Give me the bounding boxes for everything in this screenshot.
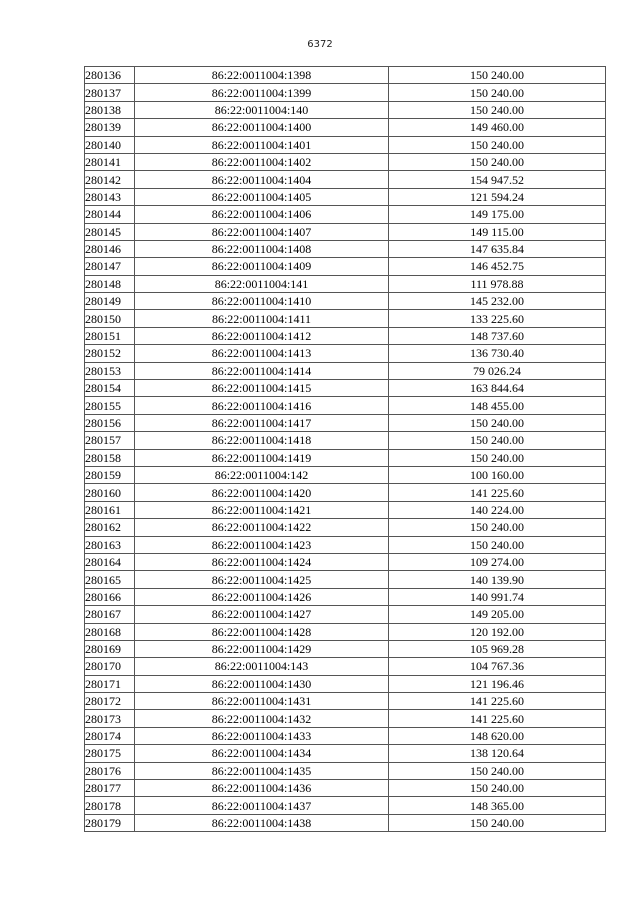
cadastral-number-cell: 86:22:0011004:1425 [135,571,389,588]
table-row [85,206,606,223]
row-number-cell: 280143 [85,188,135,205]
cadastral-value-cell: 111 978.88 [389,275,606,292]
table-body [85,67,606,832]
row-number-cell: 280147 [85,258,135,275]
row-number-cell: 280140 [85,136,135,153]
cadastral-value-cell: 150 240.00 [389,84,606,101]
table-row [85,310,606,327]
cadastral-value-cell: 150 240.00 [389,536,606,553]
cadastral-number-cell: 86:22:0011004:142 [135,466,389,483]
cadastral-number-cell: 86:22:0011004:1434 [135,745,389,762]
table-row [85,345,606,362]
table-row [85,658,606,675]
cadastral-number-cell: 86:22:0011004:1438 [135,814,389,831]
table-row [85,362,606,379]
cadastral-value-cell: 140 139.90 [389,571,606,588]
table-row [85,762,606,779]
cadastral-value-cell: 138 120.64 [389,745,606,762]
cadastral-number-cell: 86:22:0011004:1401 [135,136,389,153]
row-number-cell: 280136 [85,67,135,84]
table-row [85,814,606,831]
cadastral-value-cell: 150 240.00 [389,136,606,153]
table-row [85,710,606,727]
row-number-cell: 280155 [85,397,135,414]
cadastral-number-cell: 86:22:0011004:1419 [135,449,389,466]
row-number-cell: 280169 [85,640,135,657]
table-row [85,153,606,170]
cadastral-number-cell: 86:22:0011004:1436 [135,780,389,797]
cadastral-number-cell: 86:22:0011004:1399 [135,84,389,101]
cadastral-number-cell: 86:22:0011004:1398 [135,67,389,84]
cadastral-number-cell: 86:22:0011004:1407 [135,223,389,240]
table-row [85,449,606,466]
row-number-cell: 280160 [85,484,135,501]
table-row [85,240,606,257]
cadastral-value-cell: 149 460.00 [389,119,606,136]
cadastral-value-cell: 150 240.00 [389,153,606,170]
row-number-cell: 280138 [85,101,135,118]
row-number-cell: 280137 [85,84,135,101]
table-row [85,536,606,553]
cadastral-number-cell: 86:22:0011004:1405 [135,188,389,205]
cadastral-value-cell: 148 455.00 [389,397,606,414]
row-number-cell: 280179 [85,814,135,831]
row-number-cell: 280154 [85,380,135,397]
cadastral-number-cell: 86:22:0011004:1412 [135,327,389,344]
cadastral-number-cell: 86:22:0011004:1420 [135,484,389,501]
cadastral-number-cell: 86:22:0011004:1404 [135,171,389,188]
table-row [85,119,606,136]
cadastral-value-cell: 100 160.00 [389,466,606,483]
table-row [85,258,606,275]
cadastral-value-cell: 121 594.24 [389,188,606,205]
cadastral-number-cell: 86:22:0011004:143 [135,658,389,675]
cadastral-number-cell: 86:22:0011004:1409 [135,258,389,275]
cadastral-number-cell: 86:22:0011004:1427 [135,606,389,623]
row-number-cell: 280171 [85,675,135,692]
row-number-cell: 280177 [85,780,135,797]
row-number-cell: 280170 [85,658,135,675]
table-row [85,571,606,588]
cadastral-number-cell: 86:22:0011004:1416 [135,397,389,414]
cadastral-value-cell: 147 635.84 [389,240,606,257]
table-row [85,745,606,762]
cadastral-value-cell: 133 225.60 [389,310,606,327]
row-number-cell: 280159 [85,466,135,483]
row-number-cell: 280152 [85,345,135,362]
cadastral-number-cell: 86:22:0011004:1422 [135,519,389,536]
row-number-cell: 280162 [85,519,135,536]
cadastral-value-cell: 149 175.00 [389,206,606,223]
row-number-cell: 280157 [85,432,135,449]
row-number-cell: 280174 [85,727,135,744]
row-number-cell: 280178 [85,797,135,814]
cadastral-value-cell: 120 192.00 [389,623,606,640]
table-row [85,519,606,536]
row-number-cell: 280165 [85,571,135,588]
page-number: 6372 [307,39,333,50]
cadastral-value-cell: 141 225.60 [389,693,606,710]
cadastral-number-cell: 86:22:0011004:141 [135,275,389,292]
row-number-cell: 280172 [85,693,135,710]
cadastral-value-cell: 150 240.00 [389,414,606,431]
cadastral-number-cell: 86:22:0011004:1428 [135,623,389,640]
row-number-cell: 280146 [85,240,135,257]
cadastral-number-cell: 86:22:0011004:1430 [135,675,389,692]
cadastral-value-cell: 150 240.00 [389,67,606,84]
table-row [85,588,606,605]
row-number-cell: 280175 [85,745,135,762]
table-row [85,223,606,240]
cadastral-number-cell: 86:22:0011004:1426 [135,588,389,605]
cadastral-value-cell: 150 240.00 [389,519,606,536]
cadastral-number-cell: 86:22:0011004:1432 [135,710,389,727]
table-row [85,553,606,570]
row-number-cell: 280163 [85,536,135,553]
cadastral-value-cell: 105 969.28 [389,640,606,657]
cadastral-number-cell: 86:22:0011004:1424 [135,553,389,570]
table-row [85,84,606,101]
row-number-cell: 280148 [85,275,135,292]
cadastral-value-cell: 163 844.64 [389,380,606,397]
cadastral-number-cell: 86:22:0011004:1402 [135,153,389,170]
cadastral-value-cell: 140 991.74 [389,588,606,605]
cadastral-value-cell: 148 365.00 [389,797,606,814]
table-row [85,675,606,692]
row-number-cell: 280145 [85,223,135,240]
table-row [85,640,606,657]
row-number-cell: 280158 [85,449,135,466]
row-number-cell: 280166 [85,588,135,605]
cadastral-number-cell: 86:22:0011004:1411 [135,310,389,327]
cadastral-value-cell: 150 240.00 [389,780,606,797]
table-row [85,136,606,153]
table-row [85,67,606,84]
row-number-cell: 280149 [85,293,135,310]
row-number-cell: 280141 [85,153,135,170]
row-number-cell: 280139 [85,119,135,136]
table-row [85,293,606,310]
row-number-cell: 280142 [85,171,135,188]
table-row [85,397,606,414]
row-number-cell: 280168 [85,623,135,640]
cadastral-value-cell: 79 026.24 [389,362,606,379]
table-row [85,623,606,640]
cadastral-value-cell: 148 620.00 [389,727,606,744]
cadastral-number-cell: 86:22:0011004:1415 [135,380,389,397]
table-row [85,275,606,292]
cadastral-number-cell: 86:22:0011004:1429 [135,640,389,657]
row-number-cell: 280150 [85,310,135,327]
cadastral-value-cell: 104 767.36 [389,658,606,675]
row-number-cell: 280173 [85,710,135,727]
cadastral-number-cell: 86:22:0011004:1431 [135,693,389,710]
table-row [85,380,606,397]
cadastral-number-cell: 86:22:0011004:1433 [135,727,389,744]
table-row [85,797,606,814]
table-row [85,171,606,188]
row-number-cell: 280167 [85,606,135,623]
table-row [85,606,606,623]
cadastral-value-cell: 146 452.75 [389,258,606,275]
cadastral-number-cell: 86:22:0011004:1414 [135,362,389,379]
row-number-cell: 280153 [85,362,135,379]
cadastral-value-cell: 150 240.00 [389,449,606,466]
table-row [85,327,606,344]
cadastral-value-cell: 150 240.00 [389,814,606,831]
cadastral-value-cell: 148 737.60 [389,327,606,344]
table-row [85,693,606,710]
cadastral-value-cell: 136 730.40 [389,345,606,362]
table-row [85,188,606,205]
cadastral-number-cell: 86:22:0011004:1423 [135,536,389,553]
table-row [85,466,606,483]
table-row [85,727,606,744]
table-row [85,484,606,501]
cadastral-number-cell: 86:22:0011004:1417 [135,414,389,431]
cadastral-number-cell: 86:22:0011004:1421 [135,501,389,518]
cadastral-number-cell: 86:22:0011004:1435 [135,762,389,779]
cadastral-number-cell: 86:22:0011004:1408 [135,240,389,257]
table-row [85,432,606,449]
table-row [85,780,606,797]
cadastral-value-table [84,66,606,832]
cadastral-number-cell: 86:22:0011004:1418 [135,432,389,449]
cadastral-number-cell: 86:22:0011004:1437 [135,797,389,814]
cadastral-number-cell: 86:22:0011004:1413 [135,345,389,362]
table-row [85,501,606,518]
cadastral-value-cell: 141 225.60 [389,710,606,727]
cadastral-value-cell: 150 240.00 [389,101,606,118]
row-number-cell: 280176 [85,762,135,779]
cadastral-value-cell: 109 274.00 [389,553,606,570]
cadastral-value-cell: 150 240.00 [389,762,606,779]
row-number-cell: 280151 [85,327,135,344]
row-number-cell: 280156 [85,414,135,431]
cadastral-value-cell: 149 115.00 [389,223,606,240]
cadastral-value-cell: 140 224.00 [389,501,606,518]
row-number-cell: 280161 [85,501,135,518]
cadastral-value-cell: 121 196.46 [389,675,606,692]
cadastral-value-cell: 154 947.52 [389,171,606,188]
cadastral-number-cell: 86:22:0011004:1400 [135,119,389,136]
table-row [85,101,606,118]
cadastral-value-cell: 141 225.60 [389,484,606,501]
row-number-cell: 280164 [85,553,135,570]
cadastral-number-cell: 86:22:0011004:1410 [135,293,389,310]
cadastral-value-cell: 150 240.00 [389,432,606,449]
row-number-cell: 280144 [85,206,135,223]
cadastral-value-cell: 149 205.00 [389,606,606,623]
cadastral-number-cell: 86:22:0011004:140 [135,101,389,118]
table-row [85,414,606,431]
cadastral-value-cell: 145 232.00 [389,293,606,310]
cadastral-number-cell: 86:22:0011004:1406 [135,206,389,223]
